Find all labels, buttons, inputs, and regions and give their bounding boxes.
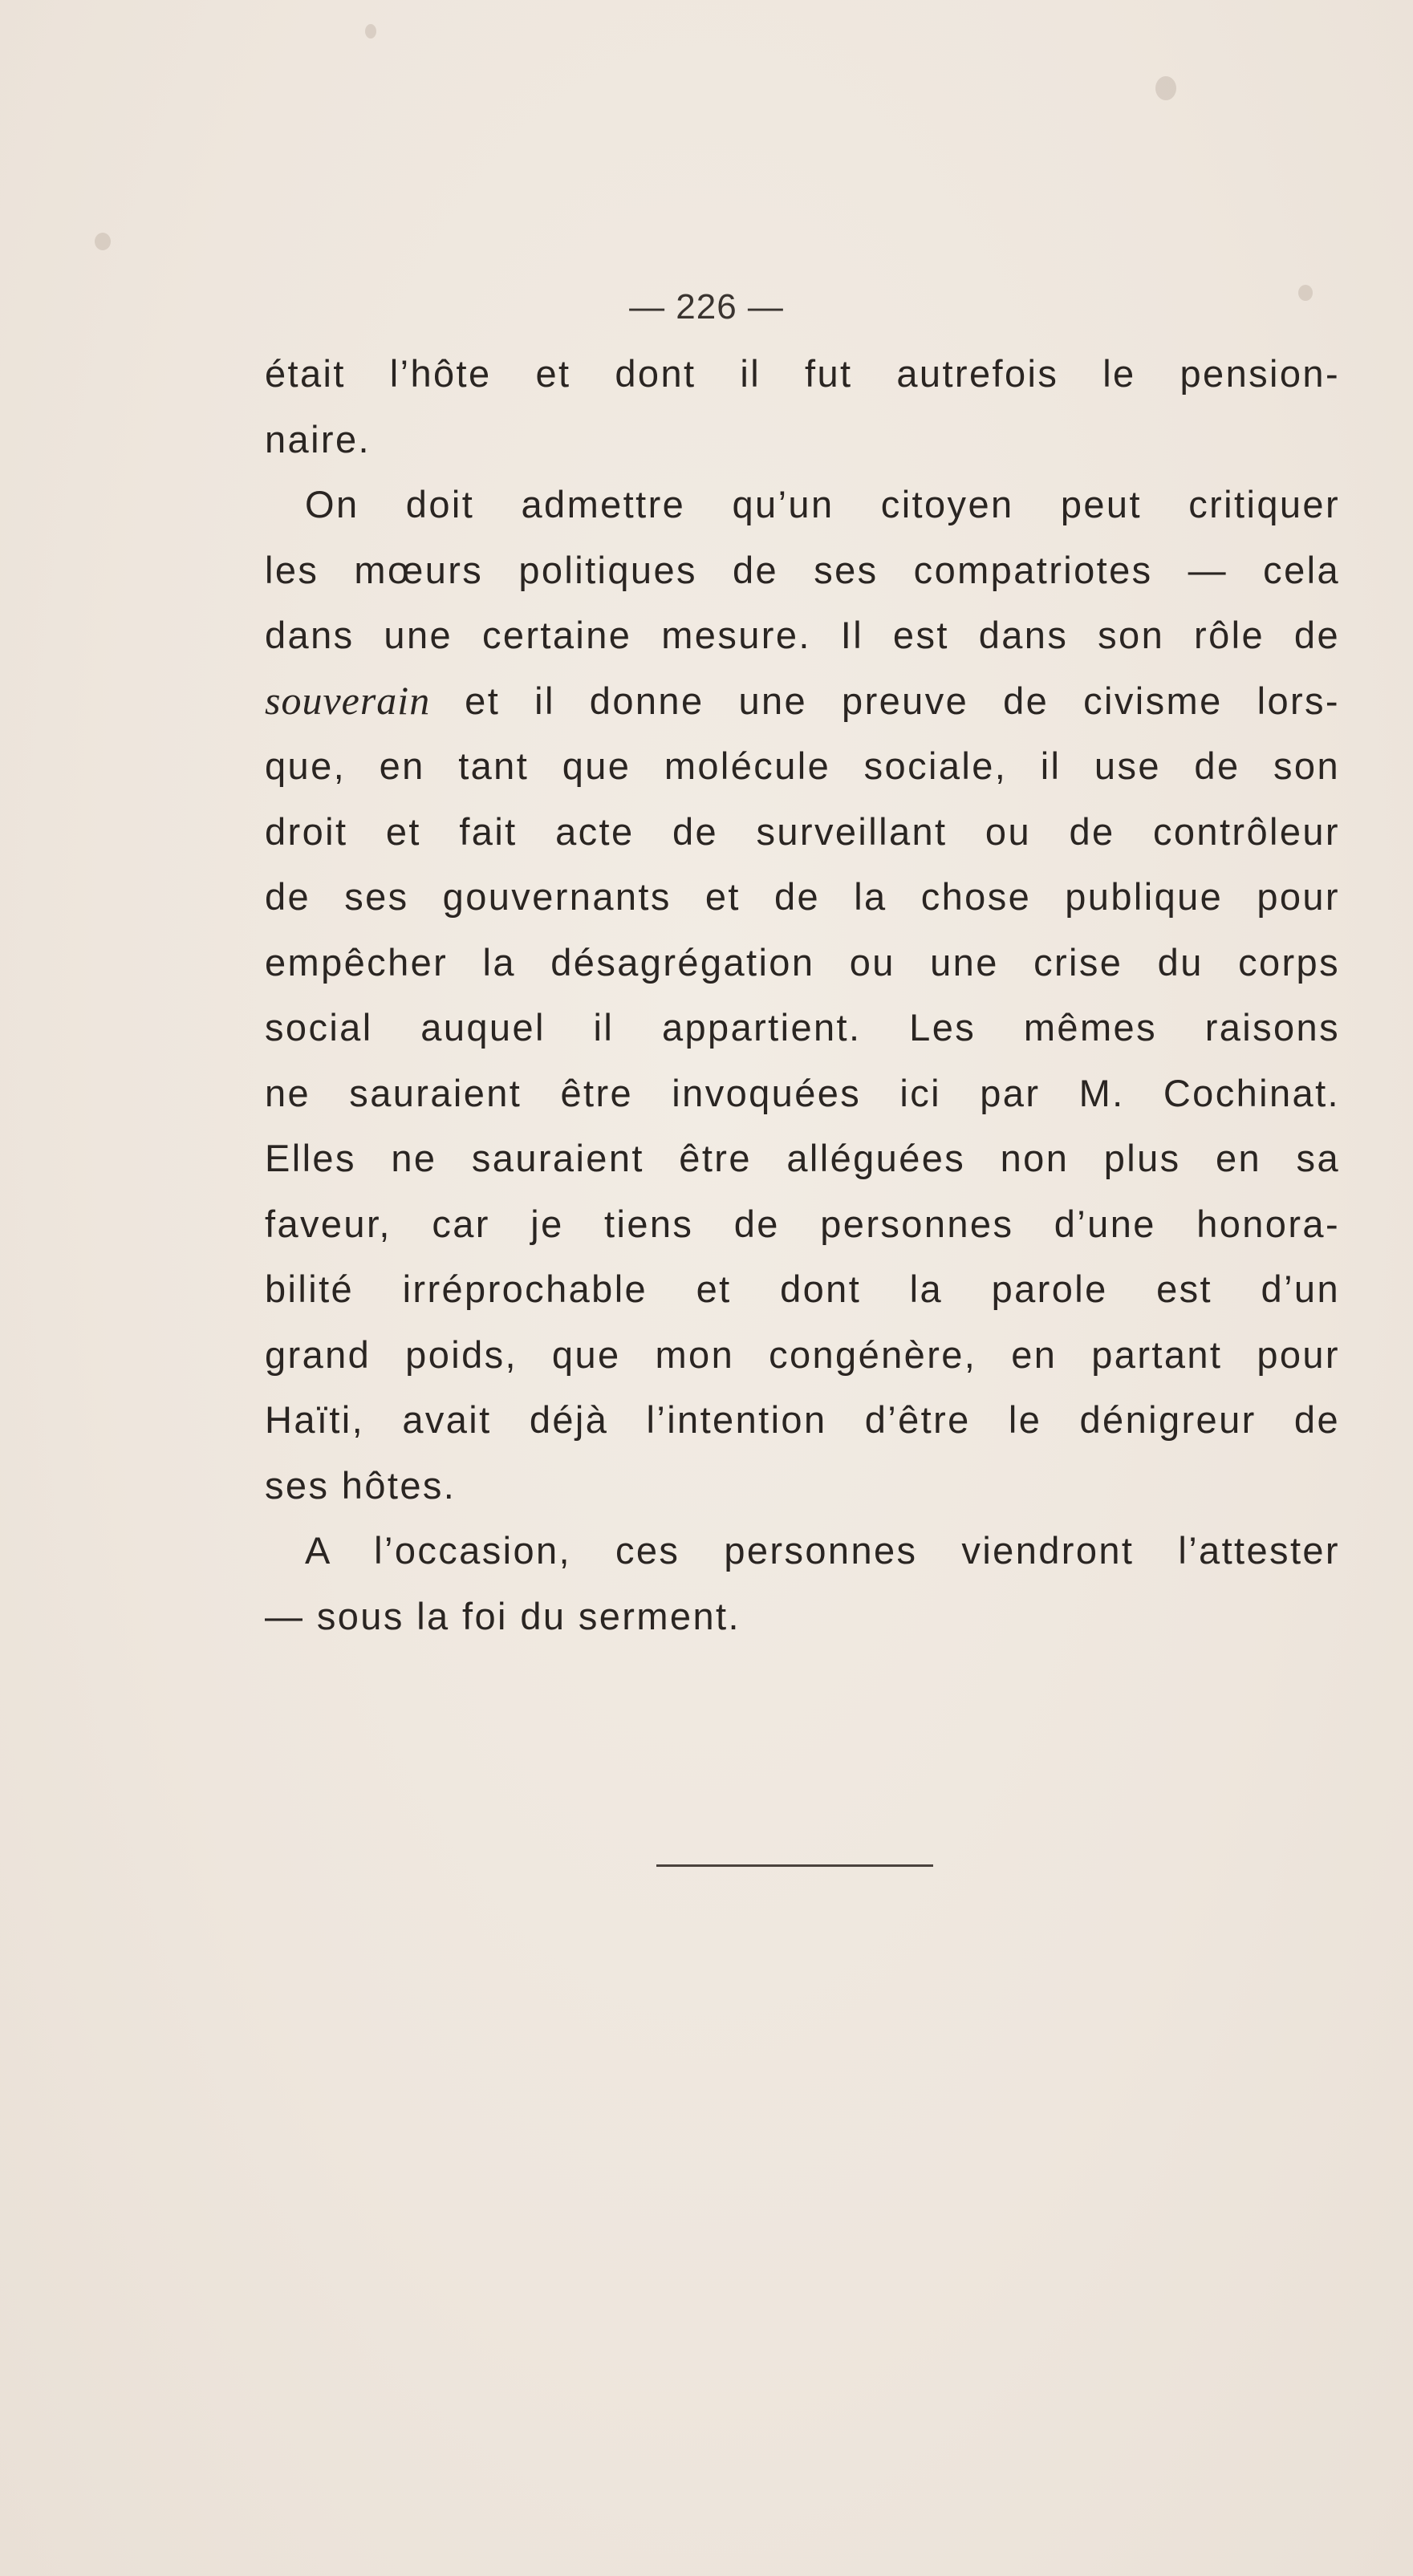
text-line: On doit admettre qu’un citoyen peut critiquer: [305, 483, 1340, 525]
text-line: A l’occasion, ces personnes viendront l’attester: [305, 1529, 1340, 1572]
italic-word: souverain: [265, 677, 431, 723]
paper-stain: [1155, 76, 1176, 100]
paper-stain: [95, 233, 111, 250]
text-line: droit et fait acte de surveillant ou de contrôleur: [265, 809, 1340, 853]
page-number: — 226 —: [629, 287, 784, 327]
text-line: — sous la foi du serment.: [265, 1594, 741, 1637]
end-rule: [656, 1864, 933, 1867]
body-text: [265, 341, 1340, 1649]
text-line: social auquel il appartient. Les mêmes raisons: [265, 1006, 1340, 1049]
text-line: les mœurs politiques de ses compatriotes — cela: [265, 548, 1340, 591]
text-line: ne sauraient être invoquées ici par M. Cochinat.: [265, 1071, 1340, 1114]
text-line: faveur, car je tiens de personnes d’une honora-: [265, 1202, 1340, 1245]
text-line-rest: et il donne une preuve de civisme lors-: [465, 679, 1340, 722]
text-line: grand poids, que mon congénère, en partant pour: [265, 1333, 1340, 1376]
text-line: bilité irréprochable et dont la parole est d’un: [265, 1268, 1340, 1310]
text-line: était l’hôte et dont il fut autrefois le pension-: [265, 352, 1340, 395]
text-line: dans une certaine mesure. Il est dans son rôle de: [265, 614, 1340, 656]
text-line: de ses gouvernants et de la chose publique pour: [265, 875, 1340, 918]
text-line: Elles ne sauraient être alléguées non plus en sa: [265, 1137, 1340, 1179]
text-line: empêcher la désagrégation ou une crise du corps: [265, 940, 1340, 984]
text-line-with-italic: [265, 668, 1340, 734]
text-line: naire.: [265, 417, 371, 460]
paper-stain: [365, 24, 376, 39]
text-line: Haïti, avait déjà l’intention d’être le dénigreur de: [265, 1398, 1340, 1441]
text-line: ses hôtes.: [265, 1463, 457, 1507]
text-line: que, en tant que molécule sociale, il use de son: [265, 744, 1340, 787]
